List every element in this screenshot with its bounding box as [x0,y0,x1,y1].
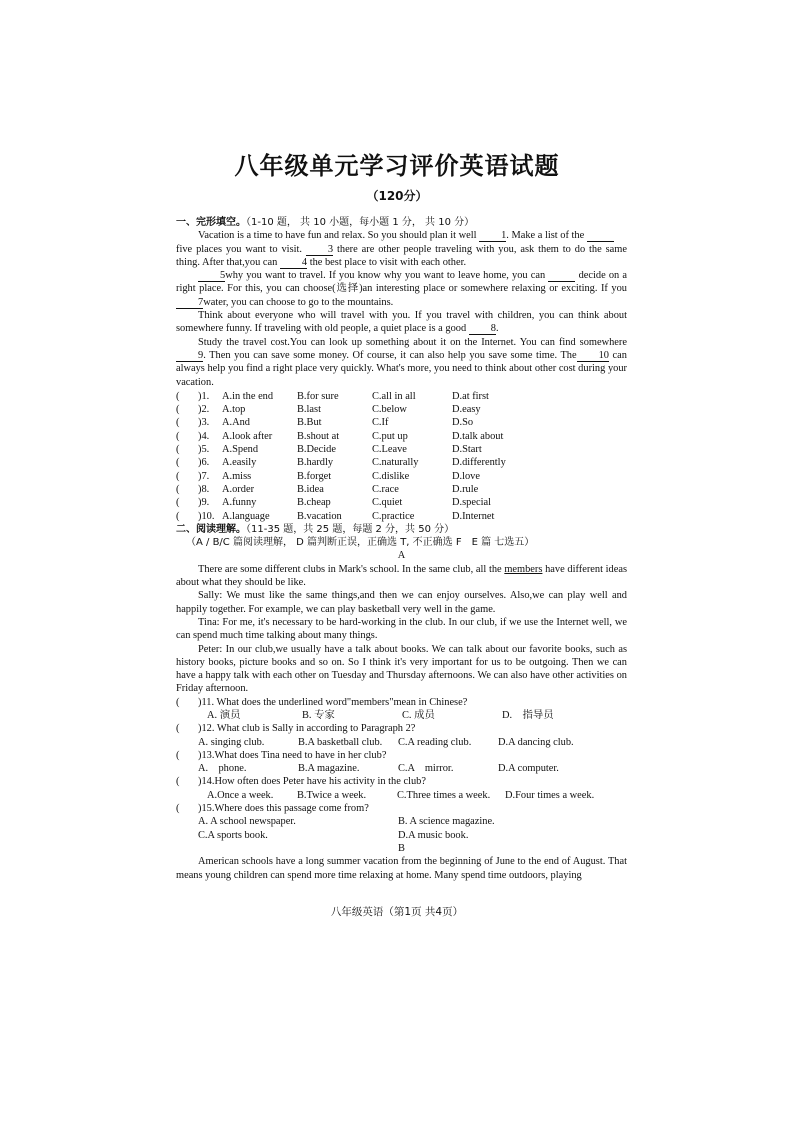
option-row: ( )3. A.And B.But C.If D.So [176,417,474,429]
cloze-paragraph-4: Study the travel cost.You can look up something about it on the Internet. You can find somewhere 9. Then you can save some money. Of course, it can also help you save some time. The 10 can always help you find a right place very quickly. What's more, you need to think about other cost during your vacation. [176,336,627,388]
option-row: ( )5. A.Spend B.Decide C.Leave D.Start [176,444,482,456]
blank-10: 10 [577,350,609,362]
answer-choices: C.A sports book. D.A music book. [198,829,469,841]
blank-7: 7 [176,297,203,309]
option-row: ( )2. A.top B.last C.below D.easy [176,404,481,416]
blank-8: 8 [469,323,496,335]
blank-5: 5 [198,270,225,282]
option-row: ( )6. A.easily B.hardly C.naturally D.differently [176,457,506,469]
question-15: ( )15.Where does this passage come from? A. A school newspaper. B. A science magazine. C.A sports book. D.A music book. [176,802,627,842]
question-13: ( )13.What does Tina need to have in her club? A. phone. B.A magazine. C.A mirror. D.A computer. [176,749,627,776]
blank-1: 1 [479,230,506,242]
passage-a-paragraph-4: Peter: In our club,we usually have a talk about books. We can talk about our favorite books, such as history books, picture books and so on. So I think it's very important for us to be outgoing. Then we can have a happy talk with each other on Tuesday and Thursday afternoons. We can also have other activities on Friday afternoon. [176,643,627,695]
answer-choices: A. singing club. B.A basketball club. C.A reading club. D.A dancing club. [198,736,574,748]
blank-6 [548,270,575,282]
blank-2 [587,230,614,242]
question-11: ( )11. What does the underlined word"members"mean in Chinese? A. 演员 B. 专家 C. 成员 D. 指导员 [176,696,627,723]
passage-a-label: A [397,550,406,562]
option-row: ( )4. A.look after B.shout at C.put up D.talk about [176,430,504,442]
exam-content [176,216,627,882]
option-row: ( )8. A.order B.idea C.race D.rule [176,483,479,495]
page-footer: 八年级英语（第1页 共4页） [330,906,464,918]
answer-choices: A. 演员 B. 专家 C. 成员 D. 指导员 [207,709,554,721]
underlined-word: members [504,563,543,575]
passage-a-paragraph-3: Tina: For me, it's necessary to be hard-working in the club. In our club, if we use the Internet well, we can spend much time talking about many things. [176,616,627,642]
passage-a-paragraph-1: There are some different clubs in Mark's school. In the same club, all the members have different ideas about what they should be like. [176,563,627,589]
answer-choices: A.Once a week. B.Twice a week. C.Three times a week. D.Four times a week. [207,789,595,801]
answer-choices: A. phone. B.A magazine. C.A mirror. D.A computer. [198,763,559,775]
section-1-heading: 一、完形填空。（1-10 题， 共 10 小题，每小题 1 分， 共 10 分） [176,217,475,228]
passage-b-paragraph-1: American schools have a long summer vacation from the beginning of June to the end of August. That means young children can spend more time relaxing at home. Many spend time outdoors, playing [176,856,627,881]
cloze-options [176,390,627,523]
total-score: （120分） [366,189,428,203]
passage-b-label: B [398,842,405,854]
passage-a-paragraph-2: Sally: We must like the same things,and then we can enjoy ourselves. Also,we can play well and happily together. For example, we can play basketball very well in the game. [176,590,627,615]
option-row: ( )7. A.miss B.forget C.dislike D.love [176,470,480,482]
exam-title: 八年级单元学习评价英语试题 [234,152,560,180]
cloze-paragraph-3: Think about everyone who will travel with you. If you travel with children, you can think about somewhere funny. If traveling with old people, a quiet place is a good 8. [176,310,627,335]
question-12: ( )12. What club is Sally in according to Paragraph 2? A. singing club. B.A basketball club. C.A reading club. D.A dancing club. [176,722,627,749]
option-row: ( )1. A.in the end B.for sure C.all in all D.at first [176,390,489,402]
blank-4: 4 [280,257,307,269]
section-2-heading: 二、阅读理解。（11-35 题，共 25 题，每题 2 分，共 50 分） [176,523,455,535]
option-row: ( )9. A.funny B.cheap C.quiet D.special [176,497,491,509]
question-14: ( )14.How often does Peter have his activity in the club? A.Once a week. B.Twice a week. C.Three times a week. D.Four times a week. [176,775,627,802]
section-2-instructions: （A / B/C 篇阅读理解， D 篇判断正误，正确选 T, 不正确选 F E 篇 七选五） [186,537,535,549]
blank-3: 3 [306,244,333,256]
cloze-paragraph-1: Vacation is a time to have fun and relax. So you should plan it well 1. Make a list of the five places you want to visit. 3 there are other people traveling with you, ask them to do the same thing. After that,you can 4 the best place to visit with each other. [176,230,627,268]
option-row: ( )10. A.language B.vacation C.practice D.Internet [176,510,495,522]
answer-choices: A. A school newspaper. B. A science magazine. [198,816,495,828]
blank-9: 9 [176,350,203,362]
cloze-paragraph-2: 5why you want to travel. If you know why you want to leave home, you can decide on a right place. For this, you can choose(选择)an interesting place or somewhere relaxing or exciting. If you 7water, you can choose to go to the mountains. [176,270,627,308]
